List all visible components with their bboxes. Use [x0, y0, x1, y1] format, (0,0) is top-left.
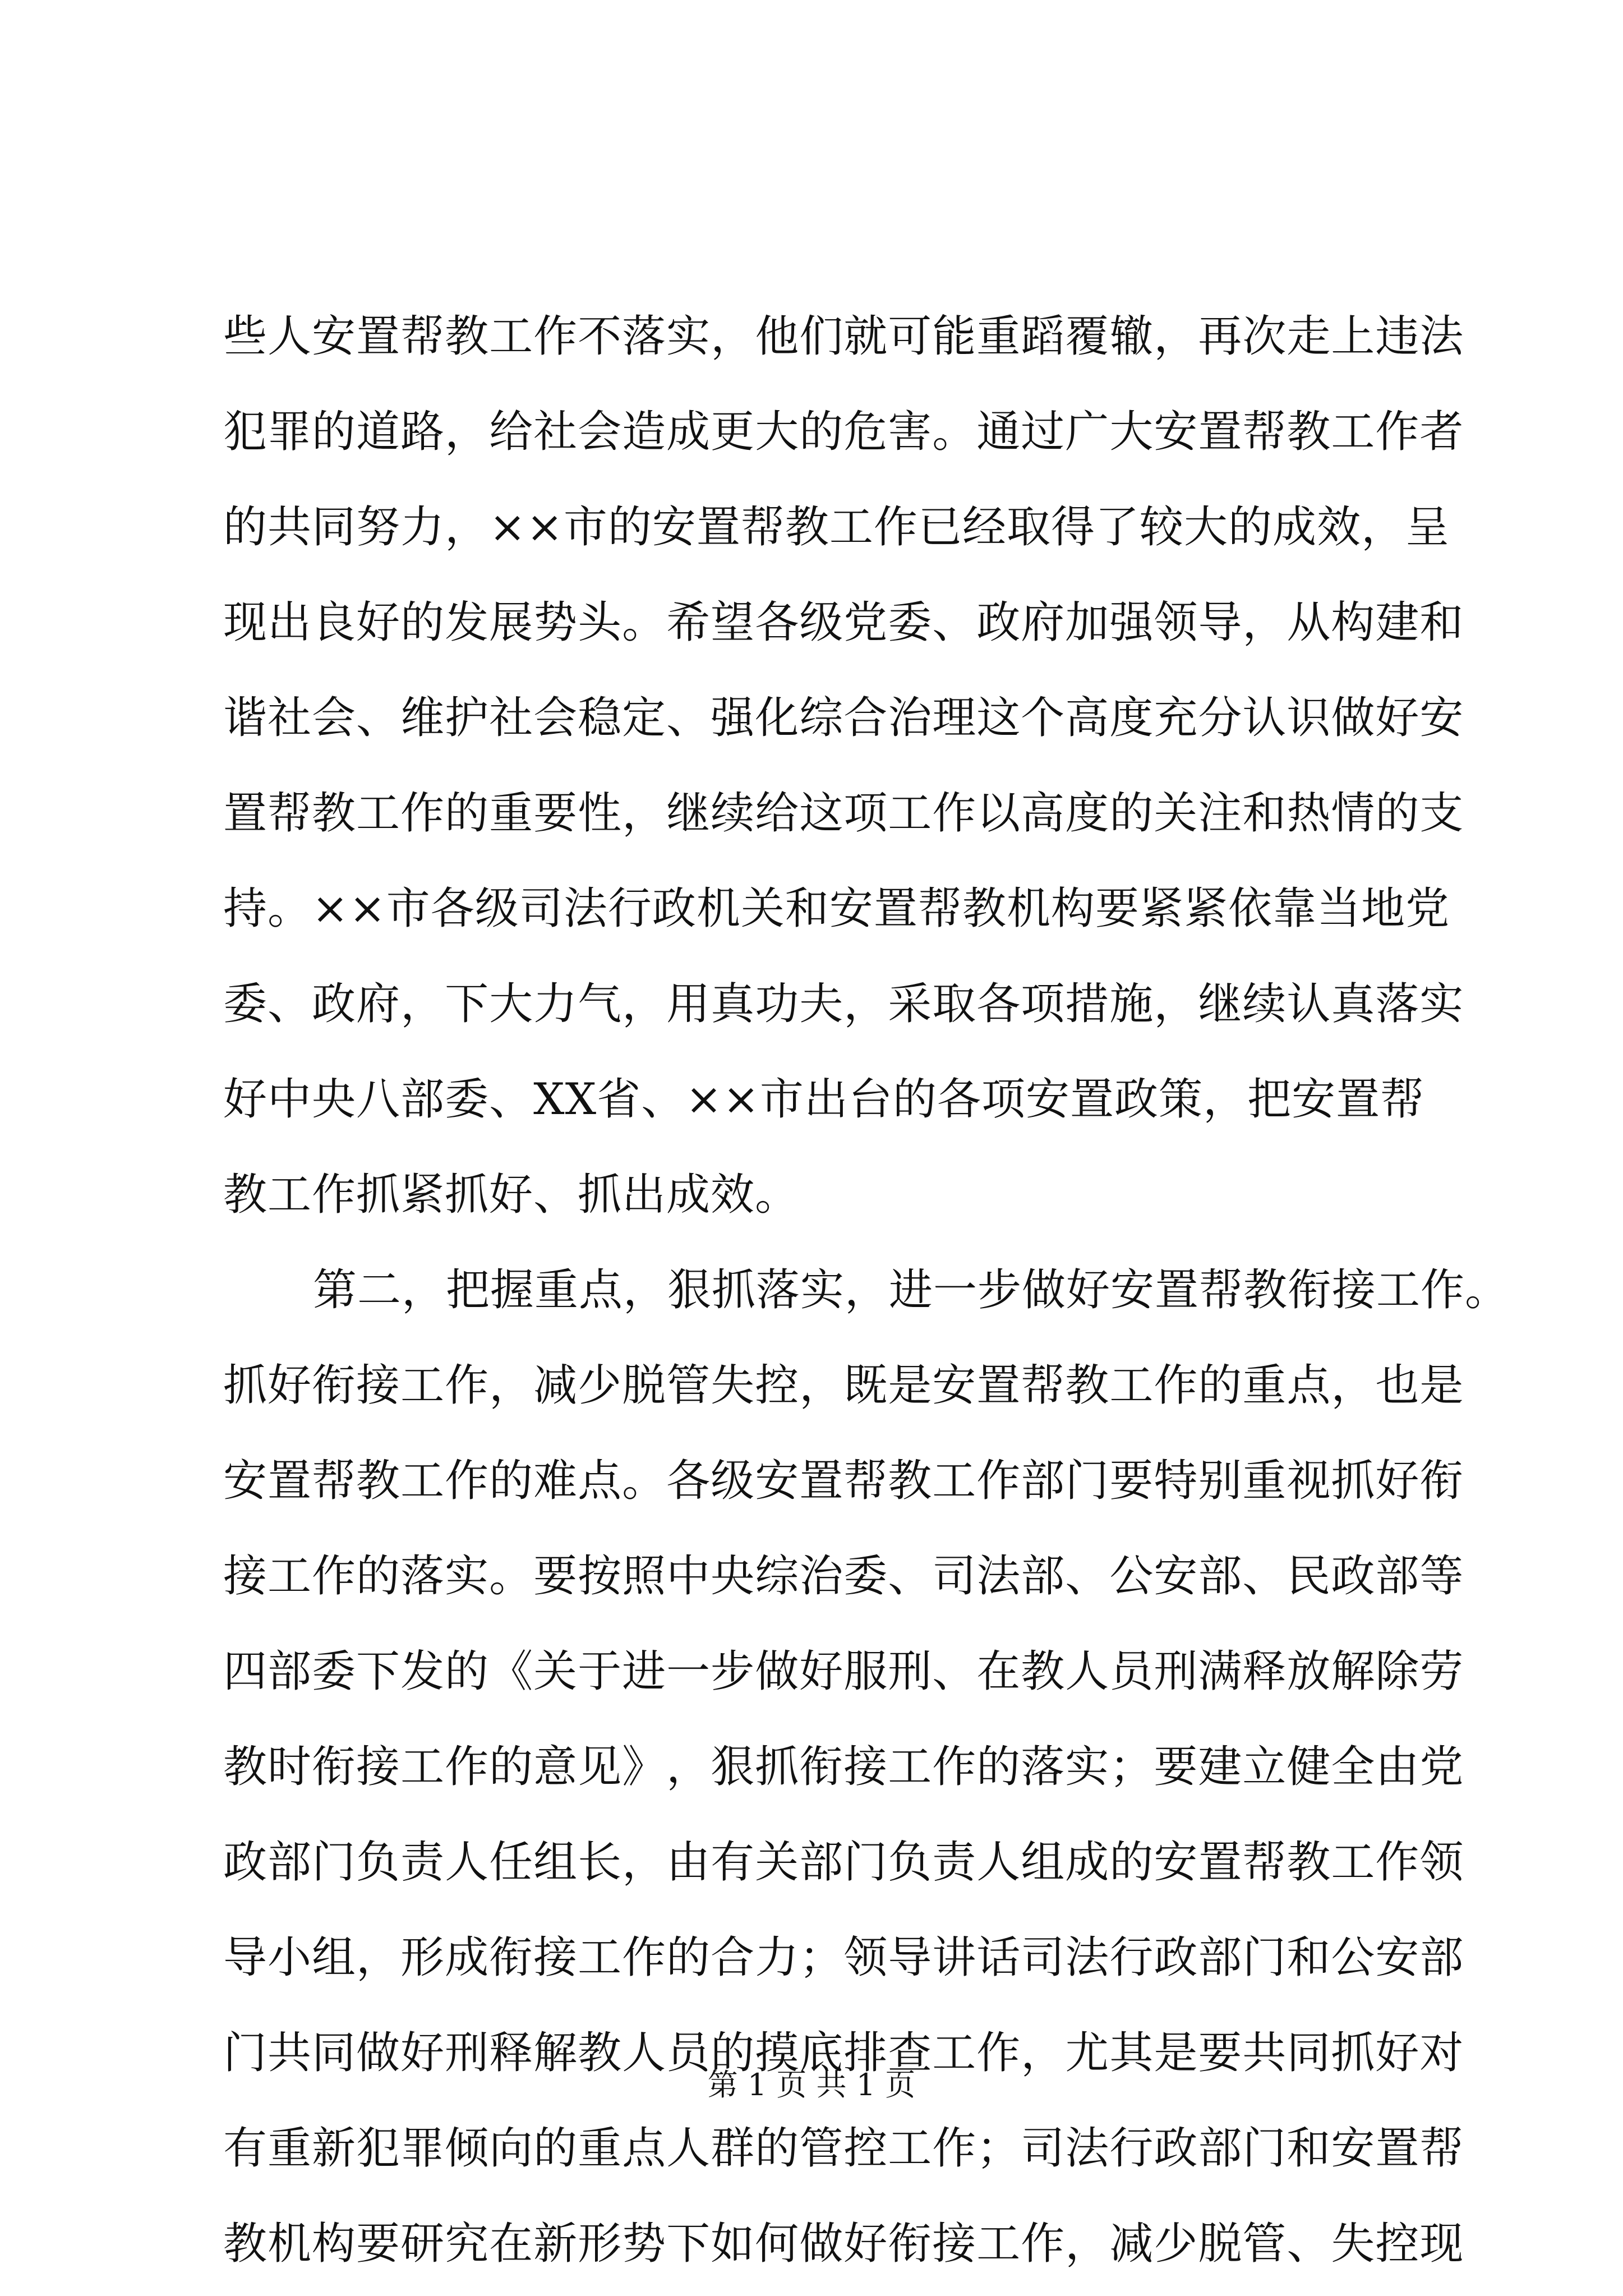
- text-line-paragraph-end: 教工作抓紧抓好、抓出成效。: [223, 1170, 800, 1220]
- text-line: 些 人 安 置 帮 教 工 作 不 落 实 ， 他 们 就 可 能 重 蹈 覆 辙 ， 再 次 走 上 违 法: [223, 311, 1464, 362]
- text-line: 门 共 同 做 好 刑 释 解 教 人 员 的 摸 底 排 查 工 作 ， 尤 其 是 要 共 同 抓 好 对: [223, 2028, 1464, 2078]
- text-line: 接 工 作 的 落 实 。 要 按 照 中 央 综 治 委 、 司 法 部 、 公 安 部 、 民 政 部 等: [223, 1551, 1464, 1602]
- text-line: 的 共 同 努 力 ， × × 市 的 安 置 帮 教 工 作 已 经 取 得 了 较 大 的 成 效 ， 呈: [223, 502, 1450, 553]
- text-line: 犯 罪 的 道 路 ， 给 社 会 造 成 更 大 的 危 害 。 通 过 广 大 安 置 帮 教 工 作 者: [223, 407, 1464, 457]
- text-line: 持 。 × × 市 各 级 司 法 行 政 机 关 和 安 置 帮 教 机 构 要 紧 紧 依 靠 当 地 党: [223, 884, 1450, 934]
- section-heading-line: 第二，把握重点，狠抓落实，进一步做好安置帮教衔接工作。: [313, 1265, 1510, 1315]
- text-line: 抓 好 衔 接 工 作 ， 减 少 脱 管 失 控 ， 既 是 安 置 帮 教 工 作 的 重 点 ， 也 是: [223, 1360, 1464, 1411]
- text-line: 有 重 新 犯 罪 倾 向 的 重 点 人 群 的 管 控 工 作 ； 司 法 行 政 部 门 和 安 置 帮: [223, 2123, 1464, 2174]
- text-line: 现 出 良 好 的 发 展 势 头 。 希 望 各 级 党 委 、 政 府 加 强 领 导 ， 从 构 建 和: [223, 597, 1464, 648]
- text-line: 政 部 门 负 责 人 任 组 长 ， 由 有 关 部 门 负 责 人 组 成 的 安 置 帮 教 工 作 领: [223, 1837, 1464, 1888]
- text-line: 教 时 衔 接 工 作 的 意 见 》 ， 狠 抓 衔 接 工 作 的 落 实 ； 要 建 立 健 全 由 党: [223, 1742, 1464, 1792]
- text-line: 导 小 组 ， 形 成 衔 接 工 作 的 合 力 ； 领 导 讲 话 司 法 行 政 部 门 和 公 安 部: [223, 1932, 1464, 1983]
- text-line: 置 帮 教 工 作 的 重 要 性 ， 继 续 给 这 项 工 作 以 高 度 的 关 注 和 热 情 的 支: [223, 788, 1464, 839]
- text-line: 安 置 帮 教 工 作 的 难 点 。 各 级 安 置 帮 教 工 作 部 门 要 特 别 重 视 抓 好 衔: [223, 1456, 1464, 1506]
- text-line: 委 、 政 府 ， 下 大 力 气 ， 用 真 功 夫 ， 采 取 各 项 措 施 ， 继 续 认 真 落 实: [223, 979, 1464, 1029]
- text-line: 四 部 委 下 发 的 《 关 于 进 一 步 做 好 服 刑 、 在 教 人 员 刑 满 释 放 解 除 劳: [223, 1646, 1464, 1697]
- text-line: 好 中 央 八 部 委 、 X X 省 、 × × 市 出 台 的 各 项 安 置 政 策 ， 把 安 置 帮: [223, 1074, 1425, 1125]
- page-number-footer: 第 1 页 共 1 页: [707, 2067, 916, 2102]
- text-line: 谐 社 会 、 维 护 社 会 稳 定 、 强 化 综 合 治 理 这 个 高 度 充 分 认 识 做 好 安: [223, 693, 1464, 743]
- text-line: 教 机 构 要 研 究 在 新 形 势 下 如 何 做 好 衔 接 工 作 ， 减 少 脱 管 、 失 控 现: [223, 2219, 1464, 2269]
- document-body: [223, 289, 1510, 2292]
